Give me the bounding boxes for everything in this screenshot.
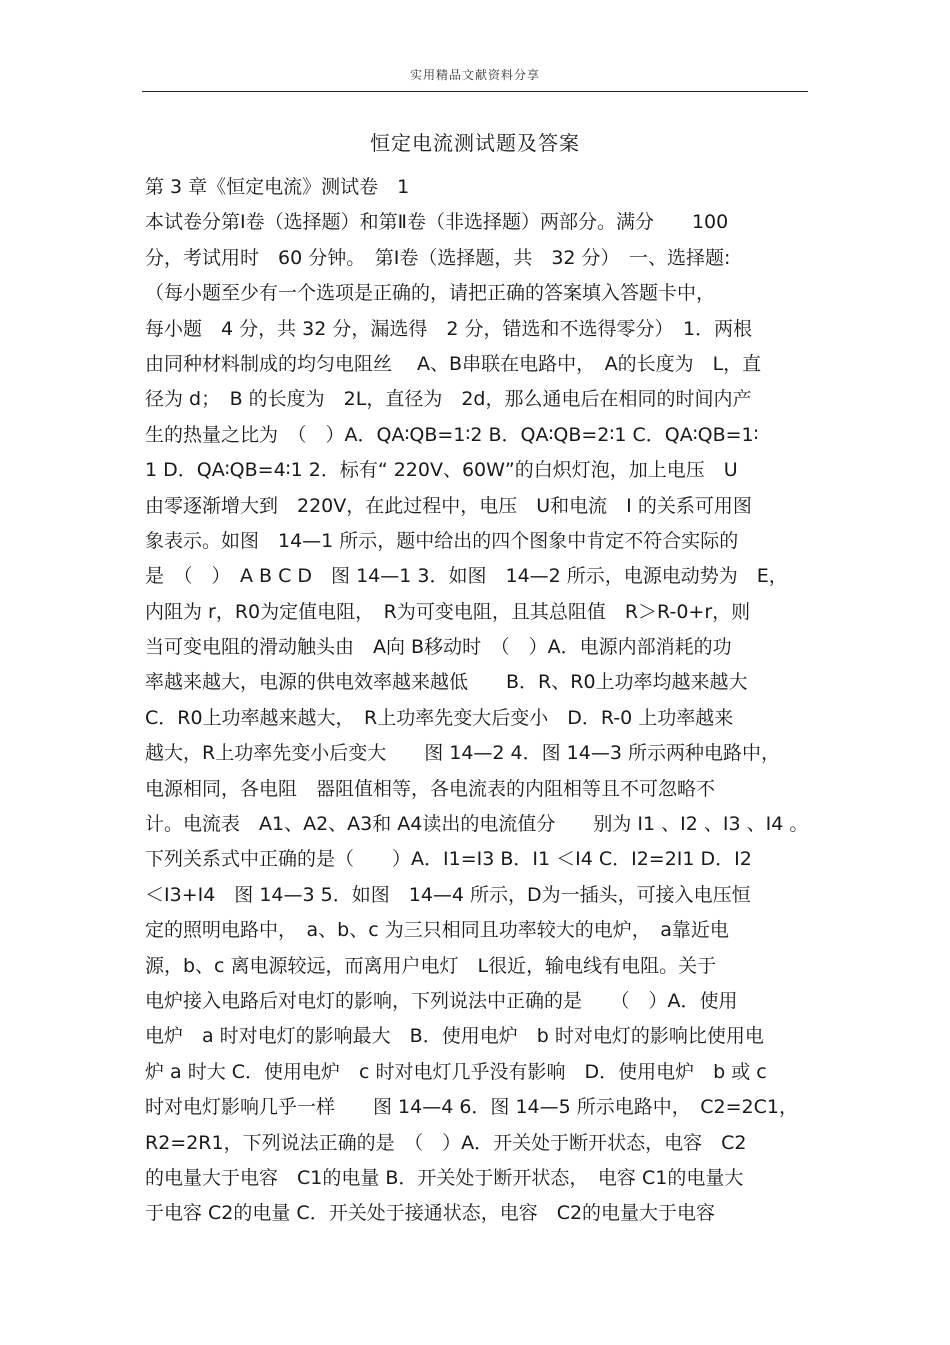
text-line: ＜I3+I4 图 14—3 5．如图 14—4 所示，D为一插头，可接入电压恒 (145, 883, 751, 906)
text-line: 电炉 a 时对电灯的影响最大 B．使用电炉 b 时对电灯的影响比使用电 (145, 1025, 764, 1048)
text-line: 每小题 4 分，共 32 分，漏选得 2 分，错选和不选得零分） 1．两根 (145, 317, 753, 340)
text-line: 本试卷分第Ⅰ卷（选择题）和第Ⅱ卷（非选择题）两部分。满分 100 (145, 211, 729, 234)
text-line: R2=2R1，下列说法正确的是 （ ）A．开关处于断开状态，电容 C2 (145, 1131, 747, 1154)
text-line: 是 （ ） A B C D 图 14—1 3．如图 14—2 所示，电源电动势为 E， (145, 565, 788, 588)
text-line: 电炉接入电路后对电灯的影响，下列说法中正确的是 （ ）A．使用 (145, 989, 738, 1012)
text-line: C．R0上功率越来越大， R上功率先变大后变小 D．R-0 上功率越来 (145, 706, 734, 729)
text-line: （每小题至少有一个选项是正确的，请把正确的答案填入答题卡中， (145, 282, 716, 305)
text-line: 由同种材料制成的均匀电阻丝 A、B串联在电路中， A的长度为 L，直 (145, 352, 762, 375)
text-line: 1 D．QA∶QB=4∶1 2．标有“ 220V、60W”的白炽灯泡，加上电压 U (145, 459, 738, 482)
text-line: 于电容 C2的电量 C．开关处于接通状态，电容 C2的电量大于电容 (145, 1202, 716, 1225)
text-line: 当可变电阻的滑动触头由 A向 B移动时 （ ）A．电源内部消耗的功 (145, 636, 732, 659)
text-line: 生的热量之比为 （ ）A．QA∶QB=1∶2 B．QA∶QB=2∶1 C．QA∶QB=1∶ (145, 423, 759, 446)
text-line: 内阻为 r，R0为定值电阻， R为可变电阻，且其总阻值 R＞R-0+r，则 (145, 600, 751, 623)
text-line: 率越来越大，电源的供电效率越来越低 B．R、R0上功率均越来越大 (145, 671, 748, 694)
text-line: 下列关系式中正确的是（ ）A．I1=I3 B．I1 ＜I4 C．I2=2I1 D．I2 (145, 848, 752, 871)
text-line: 炉 a 时大 C．使用电炉 c 时对电灯几乎没有影响 D．使用电炉 b 或 c (145, 1060, 767, 1083)
text-line: 源，b、c 离电源较远，而离用户电灯 L很近，输电线有电阻。关于 (145, 954, 717, 977)
text-line: 象表示。如图 14—1 所示，题中给出的四个图象中肯定不符合实际的 (145, 529, 739, 552)
text-line: 电源相同，各电阻 器阻值相等，各电流表的内阻相等且不可忽略不 (145, 777, 716, 800)
page-header: 实用精品文献资料分享 (409, 68, 540, 82)
text-line: 时对电灯影响几乎一样 图 14—4 6．图 14—5 所示电路中， C2=2C1， (145, 1096, 798, 1119)
text-line: 计。电流表 A1、A2、A3和 A4读出的电流值分 别为 I1 、I2 、I3 、I4 。 (145, 813, 809, 836)
text-line: 的电量大于电容 C1的电量 B．开关处于断开状态， 电容 C1的电量大 (145, 1166, 744, 1189)
text-line: 径为 d； B 的长度为 2L，直径为 2d，那么通电后在相同的时间内产 (145, 388, 752, 411)
header-divider (142, 91, 808, 92)
document-body (145, 170, 810, 1232)
text-line: 第 3 章《恒定电流》测试卷 1 (145, 176, 410, 198)
text-line: 定的照明电路中， a、b、c 为三只相同且功率较大的电炉， a靠近电 (145, 919, 729, 942)
document-title: 恒定电流测试题及答案 (370, 131, 580, 155)
text-line: 分，考试用时 60 分钟。 第Ⅰ卷（选择题，共 32 分） 一、选择题: (145, 246, 731, 269)
text-line: 由零逐渐增大到 220V，在此过程中，电压 U和电流 I 的关系可用图 (145, 494, 752, 517)
text-line: 越大，R上功率先变小后变大 图 14—2 4．图 14—3 所示两种电路中， (145, 742, 780, 765)
